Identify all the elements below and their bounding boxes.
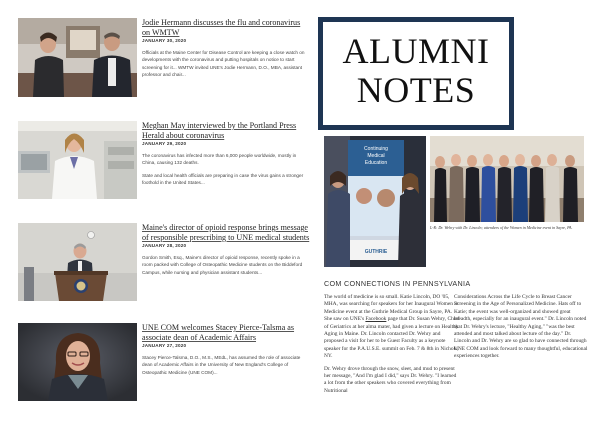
news-date: JANUARY 29, 2020 [142,141,187,147]
banner-line-1: Continuing [364,146,388,152]
photo-caption: L-R: Dr. Wehry with Dr. Lincoln; attendees of the Women in Medicine event in Sayre, PA. [430,225,573,230]
article-paragraph: Considerations Across the Life Cycle to Breast Cancer Screening in the Age of Personalized Medicine. Hats off to Katie; the event was well-organized and showed great breadth, especially for an inaugural event." Dr. Lincoln noted that Dr. Wehry's lecture, "Healthy Aging," "was the best attended and most talked about lecture of the day." Dr. Lincoln and Dr. Wehry are so glad to have connected through UNE COM and look forward to many thoughtful, educational experiences together. [454,294,588,360]
news-body: Stacey Pierce-Talsma, D.O., M.S., MEdL, has assumed the role of associate dean of Academic Affairs in the University of New England's College of Osteopathic Medicine (UNE COM)... [142,355,301,375]
article-column-2 [454,294,588,361]
masthead-line-1: ALUMNI [342,31,490,71]
news-title-link[interactable]: UNE COM welcomes Stacey Pierce-Talsma as associate dean of Academic Affairs [142,323,295,342]
news-thumbnail-smith[interactable] [18,223,137,301]
news-date: JANUARY 30, 2020 [142,38,187,44]
news-body: Gordon Smith, Esq., Maine's director of opioid response, recently spoke in a room packed with College of Osteopathic Medicine students on the Biddeford Campus, while nursing and physician assistant students... [142,255,303,275]
photo-attendees-group [430,136,584,222]
news-thumbnail-pierce-talsma[interactable] [18,323,137,401]
banner-brand: GUTHRIE [364,249,388,255]
news-body: The coronavirus has infected more than 6,000 people worldwide, mostly in China, causing 132 deaths. State and local health officials are preparing in case the virus gains a stronger foothold in the United States... [142,153,304,186]
news-date: JANUARY 28, 2020 [142,243,187,249]
section-heading: COM CONNECTIONS IN PENNSYLVANIA [324,279,471,288]
masthead-line-2: NOTES [356,70,476,110]
photo-cme-banner [324,136,426,267]
news-title-link[interactable]: Jodie Hermann discusses the flu and coronavirus on WMTW [142,18,301,37]
banner-line-3: Education [364,160,388,166]
banner-line-2: Medical [367,153,385,159]
alumni-notes-masthead [318,17,514,130]
news-date: JANUARY 27, 2020 [142,343,187,349]
news-title-link[interactable]: Meghan May interviewed by the Portland Press Herald about coronavirus [142,121,297,140]
news-title-link[interactable]: Maine's director of opioid response brings message of responsible prescribing to UNE medical students [142,223,310,242]
article-column-1 [324,294,460,395]
news-thumbnail-may[interactable] [18,121,137,199]
facebook-link[interactable]: Facebook [365,316,387,323]
article-paragraph: Dr. Wehry drove through the snow, sleet, and mud to present her message, "And I'm glad I did," says Dr. Wehry. "I learned a lot from the other speakers who covered everything from Nutritional [324,365,457,394]
news-thumbnail-hermann[interactable] [18,18,137,97]
article-paragraph: The world of medicine is so small. Katie Lincoln, DO '05, MHA, was searching for speakers for her Inaugural Women in Medicine event at the Guthrie Medical Group in Sayre, PA. She saw on UNE's Facebook page that Dr. Susan Wehry, Chief of Geriatrics at her alma mater, had given a lecture on Healthy Aging in Maine. Dr. Lincoln contacted Dr. Wehry and proposed a visit for her to be Guest Faculty as a keynote speaker for the P.A.U.S.E. summit on Feb. 7 & 8th in Nichols, NY. [324,294,460,360]
news-body: Officials at the Maine Center for Disease Control are keeping a close watch on developments with the coronavirus and putting hospitals on notice to start screening for it... WMTW invited UNE's Jodie Hermann, D.O., MBA, assistant professor and chair... [142,50,305,78]
